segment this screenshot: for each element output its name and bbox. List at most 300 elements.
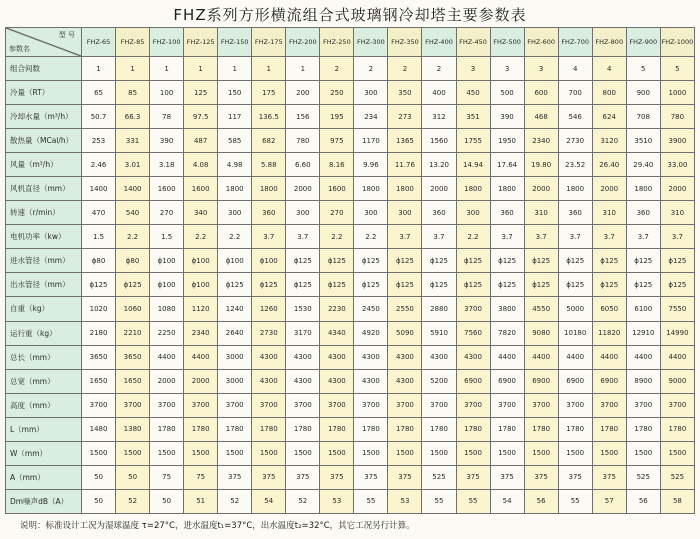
table-cell: 250 (320, 81, 354, 105)
table-cell: ϕ125 (82, 273, 116, 297)
table-cell: 2.2 (456, 225, 490, 249)
table-cell: ϕ100 (218, 249, 252, 273)
table-cell: 3700 (184, 393, 218, 417)
table-cell: 55 (558, 489, 592, 513)
table-cell: 300 (354, 81, 388, 105)
table-cell: 1500 (558, 441, 592, 465)
table-cell: 14990 (660, 321, 694, 345)
table-cell: 1780 (252, 417, 286, 441)
table-cell: 7550 (660, 297, 694, 321)
table-cell: 525 (660, 465, 694, 489)
table-cell: ϕ125 (320, 249, 354, 273)
table-cell: 5910 (422, 321, 456, 345)
table-cell: 540 (116, 201, 150, 225)
table-cell: 1.5 (82, 225, 116, 249)
table-cell: 4300 (354, 345, 388, 369)
table-row (6, 273, 695, 297)
table-cell: 3700 (218, 393, 252, 417)
table-cell: 340 (184, 201, 218, 225)
table-cell: 54 (252, 489, 286, 513)
table-cell: 375 (388, 465, 422, 489)
table-cell: ϕ125 (490, 273, 524, 297)
table-cell: 2880 (422, 297, 456, 321)
table-cell: 3.18 (150, 153, 184, 177)
table-cell: 1780 (558, 417, 592, 441)
table-cell: ϕ125 (218, 273, 252, 297)
table-cell: 1800 (218, 177, 252, 201)
table-cell: 3000 (218, 369, 252, 393)
table-cell: 4300 (252, 345, 286, 369)
model-header-cell: FHZ-65 (82, 28, 116, 57)
table-cell: 3700 (592, 393, 626, 417)
table-cell: 4400 (558, 345, 592, 369)
table-cell: 52 (286, 489, 320, 513)
table-cell: 50 (82, 465, 116, 489)
table-cell: 3170 (286, 321, 320, 345)
table-cell: 1500 (252, 441, 286, 465)
table-cell: 2730 (558, 129, 592, 153)
table-cell: 331 (116, 129, 150, 153)
model-header-cell: FHZ-700 (558, 28, 592, 57)
table-cell: 50.7 (82, 105, 116, 129)
table-cell: ϕ125 (456, 273, 490, 297)
table-cell: 4.98 (218, 153, 252, 177)
table-cell: ϕ125 (252, 273, 286, 297)
table-row (6, 393, 695, 417)
table-cell: 3700 (320, 393, 354, 417)
table-cell: 975 (320, 129, 354, 153)
table-cell: ϕ125 (456, 249, 490, 273)
table-cell: 375 (286, 465, 320, 489)
table-cell: 360 (422, 201, 456, 225)
table-cell: 6900 (456, 369, 490, 393)
model-header-cell: FHZ-350 (388, 28, 422, 57)
table-cell: 1780 (218, 417, 252, 441)
table-cell: 1 (252, 57, 286, 81)
table-cell: 2230 (320, 297, 354, 321)
table-row (6, 57, 695, 81)
table-cell: 195 (320, 105, 354, 129)
table-cell: ϕ125 (422, 273, 456, 297)
table-cell: 1500 (456, 441, 490, 465)
corner-param-label: 参数名 (9, 45, 30, 53)
table-cell: 6900 (524, 369, 558, 393)
table-cell: 400 (422, 81, 456, 105)
table-cell: 100 (150, 81, 184, 105)
table-cell: 12910 (626, 321, 660, 345)
table-cell: 800 (592, 81, 626, 105)
table-row (6, 321, 695, 345)
table-cell: 10180 (558, 321, 592, 345)
table-cell: 1240 (218, 297, 252, 321)
table-cell: 2.2 (218, 225, 252, 249)
table-cell: 3.7 (626, 225, 660, 249)
table-cell: 5 (660, 57, 694, 81)
table-cell: 525 (626, 465, 660, 489)
table-cell: 300 (456, 201, 490, 225)
table-cell: 26.40 (592, 153, 626, 177)
table-cell: 1530 (286, 297, 320, 321)
row-label: 高度（mm） (6, 393, 82, 417)
table-cell: 1780 (286, 417, 320, 441)
table-cell: 900 (626, 81, 660, 105)
table-cell: ϕ100 (150, 249, 184, 273)
table-cell: 53 (388, 489, 422, 513)
table-cell: 1800 (388, 177, 422, 201)
row-label: 电机功率（kw） (6, 225, 82, 249)
model-header-cell: FHZ-900 (626, 28, 660, 57)
table-cell: 2730 (252, 321, 286, 345)
row-label: 冷量（RT） (6, 81, 82, 105)
table-cell: 1800 (456, 177, 490, 201)
row-label: 组合间数 (6, 57, 82, 81)
table-cell: 1600 (184, 177, 218, 201)
row-label: L（mm） (6, 417, 82, 441)
row-label: 自重（kg） (6, 297, 82, 321)
table-cell: 1060 (116, 297, 150, 321)
table-cell: 9000 (660, 369, 694, 393)
corner-header-cell (6, 28, 82, 57)
table-cell: ϕ125 (524, 273, 558, 297)
table-cell: 2000 (286, 177, 320, 201)
table-cell: ϕ125 (490, 249, 524, 273)
table-cell: 3700 (82, 393, 116, 417)
table-cell: 136.5 (252, 105, 286, 129)
row-label: Dm噪声dB（A） (6, 489, 82, 513)
table-cell: 270 (320, 201, 354, 225)
table-cell: 56 (626, 489, 660, 513)
table-cell: ϕ100 (184, 249, 218, 273)
table-cell: 1365 (388, 129, 422, 153)
table-cell: 1500 (320, 441, 354, 465)
table-cell: 33.00 (660, 153, 694, 177)
table-cell: 2210 (116, 321, 150, 345)
table-cell: ϕ125 (660, 249, 694, 273)
table-cell: 1500 (524, 441, 558, 465)
model-header-cell: FHZ-1000 (660, 28, 694, 57)
model-header-cell: FHZ-100 (150, 28, 184, 57)
row-label: A（mm） (6, 465, 82, 489)
table-cell: 4400 (184, 345, 218, 369)
table-cell: 14.94 (456, 153, 490, 177)
table-cell: 4300 (354, 369, 388, 393)
table-cell: 3700 (388, 393, 422, 417)
table-cell: 3.7 (558, 225, 592, 249)
table-cell: 125 (184, 81, 218, 105)
table-cell: 19.80 (524, 153, 558, 177)
table-cell: 1500 (490, 441, 524, 465)
table-cell: 700 (558, 81, 592, 105)
table-cell: 2 (388, 57, 422, 81)
table-cell: 1780 (456, 417, 490, 441)
table-cell: 2.2 (320, 225, 354, 249)
parameter-table (5, 27, 695, 514)
model-header-cell: FHZ-450 (456, 28, 490, 57)
table-cell: 2.2 (116, 225, 150, 249)
table-cell: 200 (286, 81, 320, 105)
table-cell: ϕ125 (558, 273, 592, 297)
table-cell: 156 (286, 105, 320, 129)
table-cell: 50 (82, 489, 116, 513)
table-cell: 1260 (252, 297, 286, 321)
table-cell: 234 (354, 105, 388, 129)
table-row (6, 225, 695, 249)
table-cell: 3.7 (286, 225, 320, 249)
table-cell: 312 (422, 105, 456, 129)
table-cell: 1 (286, 57, 320, 81)
table-cell: 1 (218, 57, 252, 81)
model-header-cell: FHZ-400 (422, 28, 456, 57)
model-header-cell: FHZ-125 (184, 28, 218, 57)
table-cell: 1650 (116, 369, 150, 393)
table-cell: ϕ125 (660, 273, 694, 297)
table-cell: 4 (558, 57, 592, 81)
table-cell: 4400 (150, 345, 184, 369)
table-cell: 3700 (490, 393, 524, 417)
table-cell: 2.2 (354, 225, 388, 249)
table-cell: 2000 (422, 177, 456, 201)
table-cell: 1500 (184, 441, 218, 465)
table-cell: 9080 (524, 321, 558, 345)
table-cell: 1780 (422, 417, 456, 441)
table-cell: 97.5 (184, 105, 218, 129)
table-cell: 2640 (218, 321, 252, 345)
table-cell: 8900 (626, 369, 660, 393)
table-cell: 1380 (116, 417, 150, 441)
table-row (6, 465, 695, 489)
table-cell: 375 (592, 465, 626, 489)
table-cell: 4300 (388, 345, 422, 369)
table-cell: 4300 (422, 345, 456, 369)
table-cell: 1780 (524, 417, 558, 441)
table-row (6, 345, 695, 369)
table-cell: 6.60 (286, 153, 320, 177)
table-cell: 4920 (354, 321, 388, 345)
table-cell: 6900 (558, 369, 592, 393)
table-cell: 3.7 (660, 225, 694, 249)
row-label: 风机直径（mm） (6, 177, 82, 201)
table-cell: 2550 (388, 297, 422, 321)
table-cell: 470 (82, 201, 116, 225)
table-cell: 1950 (490, 129, 524, 153)
table-cell: 1800 (354, 177, 388, 201)
table-cell: ϕ100 (252, 249, 286, 273)
table-cell: 52 (116, 489, 150, 513)
table-cell: ϕ125 (286, 249, 320, 273)
table-cell: 2000 (184, 369, 218, 393)
page-title: FHZ系列方形横流组合式玻璃钢冷却塔主要参数表 (173, 6, 527, 24)
table-cell: 3700 (456, 393, 490, 417)
table-cell: 3510 (626, 129, 660, 153)
table-cell: 2340 (524, 129, 558, 153)
table-cell: 273 (388, 105, 422, 129)
table-cell: 55 (456, 489, 490, 513)
table-cell: 2000 (524, 177, 558, 201)
table-cell: 3700 (660, 393, 694, 417)
table-cell: 55 (422, 489, 456, 513)
table-cell: 310 (592, 201, 626, 225)
table-row (6, 441, 695, 465)
table-cell: 1800 (626, 177, 660, 201)
table-cell: 3900 (660, 129, 694, 153)
table-cell: 57 (592, 489, 626, 513)
table-cell: 3650 (116, 345, 150, 369)
table-cell: 375 (558, 465, 592, 489)
table-cell: 4550 (524, 297, 558, 321)
table-row (6, 297, 695, 321)
table-cell: 5000 (558, 297, 592, 321)
table-cell: 4300 (320, 369, 354, 393)
table-cell: 3120 (592, 129, 626, 153)
table-row (6, 201, 695, 225)
table-cell: 350 (388, 81, 422, 105)
table-cell: ϕ125 (524, 249, 558, 273)
table-cell: 58 (660, 489, 694, 513)
table-cell: 780 (286, 129, 320, 153)
table-cell: 4300 (456, 345, 490, 369)
table-cell: 4400 (490, 345, 524, 369)
table-cell: ϕ125 (626, 273, 660, 297)
table-cell: 78 (150, 105, 184, 129)
table-cell: 5090 (388, 321, 422, 345)
table-cell: 3.7 (388, 225, 422, 249)
table-body (6, 57, 695, 514)
table-cell: ϕ125 (320, 273, 354, 297)
table-cell: 1 (150, 57, 184, 81)
table-cell: 2340 (184, 321, 218, 345)
table-cell: 29.40 (626, 153, 660, 177)
table-cell: 1.5 (150, 225, 184, 249)
row-label: 总宽（mm） (6, 369, 82, 393)
row-label: 出水管径（mm） (6, 273, 82, 297)
model-header-cell: FHZ-85 (116, 28, 150, 57)
table-cell: 375 (524, 465, 558, 489)
table-cell: 3.7 (252, 225, 286, 249)
table-cell: ϕ125 (116, 273, 150, 297)
table-cell: 600 (524, 81, 558, 105)
table-cell: 3.7 (592, 225, 626, 249)
table-cell: 3700 (150, 393, 184, 417)
table-cell: 65 (82, 81, 116, 105)
table-cell: 390 (150, 129, 184, 153)
row-label: 冷却水量（m³/h） (6, 105, 82, 129)
table-cell: 2000 (592, 177, 626, 201)
table-cell: 6050 (592, 297, 626, 321)
table-cell: 375 (320, 465, 354, 489)
table-cell: 1800 (558, 177, 592, 201)
table-cell: 585 (218, 129, 252, 153)
table-cell: 1650 (82, 369, 116, 393)
table-cell: 3700 (422, 393, 456, 417)
table-cell: 1780 (592, 417, 626, 441)
table-cell: 3 (524, 57, 558, 81)
table-cell: 56 (524, 489, 558, 513)
table-cell: 5200 (422, 369, 456, 393)
table-cell: 2450 (354, 297, 388, 321)
table-cell: ϕ125 (592, 249, 626, 273)
table-cell: 2000 (150, 369, 184, 393)
table-cell: 4300 (320, 345, 354, 369)
table-cell: ϕ80 (82, 249, 116, 273)
table-cell: 175 (252, 81, 286, 105)
table-cell: ϕ100 (184, 273, 218, 297)
table-cell: 3000 (218, 345, 252, 369)
table-cell: 1780 (490, 417, 524, 441)
corner-model-label: 型 号 (58, 31, 75, 39)
table-cell: 1780 (184, 417, 218, 441)
table-cell: 468 (524, 105, 558, 129)
table-cell: 1400 (82, 177, 116, 201)
table-cell: 4400 (524, 345, 558, 369)
row-label: 转速（r/min） (6, 201, 82, 225)
table-row (6, 249, 695, 273)
table-cell: 85 (116, 81, 150, 105)
table-cell: 390 (490, 105, 524, 129)
table-cell: 52 (218, 489, 252, 513)
table-cell: 3700 (252, 393, 286, 417)
table-cell: 4400 (626, 345, 660, 369)
table-cell: 2000 (660, 177, 694, 201)
table-cell: 23.52 (558, 153, 592, 177)
table-row (6, 153, 695, 177)
table-cell: 1780 (320, 417, 354, 441)
table-cell: 1500 (388, 441, 422, 465)
table-cell: 1500 (82, 441, 116, 465)
table-cell: 3700 (354, 393, 388, 417)
table-cell: 1500 (218, 441, 252, 465)
table-header-row (6, 28, 695, 57)
table-cell: 2250 (150, 321, 184, 345)
table-cell: 780 (660, 105, 694, 129)
table-cell: 55 (354, 489, 388, 513)
table-cell: 1800 (490, 177, 524, 201)
table-cell: 682 (252, 129, 286, 153)
table-cell: 1120 (184, 297, 218, 321)
model-header-cell: FHZ-600 (524, 28, 558, 57)
table-cell: 3700 (116, 393, 150, 417)
table-cell: 360 (252, 201, 286, 225)
table-cell: 3700 (524, 393, 558, 417)
table-cell: 4400 (660, 345, 694, 369)
table-cell: 360 (490, 201, 524, 225)
table-cell: 2.2 (184, 225, 218, 249)
table-cell: 3 (456, 57, 490, 81)
table-cell: ϕ125 (354, 249, 388, 273)
table-cell: 1560 (422, 129, 456, 153)
table-cell: 300 (354, 201, 388, 225)
model-header-cell: FHZ-800 (592, 28, 626, 57)
table-cell: 1780 (660, 417, 694, 441)
table-cell: 11.76 (388, 153, 422, 177)
table-cell: 1780 (626, 417, 660, 441)
table-cell: 4340 (320, 321, 354, 345)
table-cell: 1500 (660, 441, 694, 465)
table-cell: 4 (592, 57, 626, 81)
table-cell: 1600 (150, 177, 184, 201)
table-cell: 75 (150, 465, 184, 489)
table-cell: 270 (150, 201, 184, 225)
table-cell: 310 (524, 201, 558, 225)
table-cell: 450 (456, 81, 490, 105)
table-cell: 1755 (456, 129, 490, 153)
table-cell: 1800 (252, 177, 286, 201)
table-cell: 2 (320, 57, 354, 81)
footnote: 说明：标准设计工况为湿球温度 τ=27°C，进水温度t₁=37°C，出水温度t₂=32°C，其它工况另行计算。 (20, 521, 415, 531)
table-row (6, 489, 695, 513)
table-cell: 300 (388, 201, 422, 225)
table-row (6, 417, 695, 441)
table-cell: 487 (184, 129, 218, 153)
